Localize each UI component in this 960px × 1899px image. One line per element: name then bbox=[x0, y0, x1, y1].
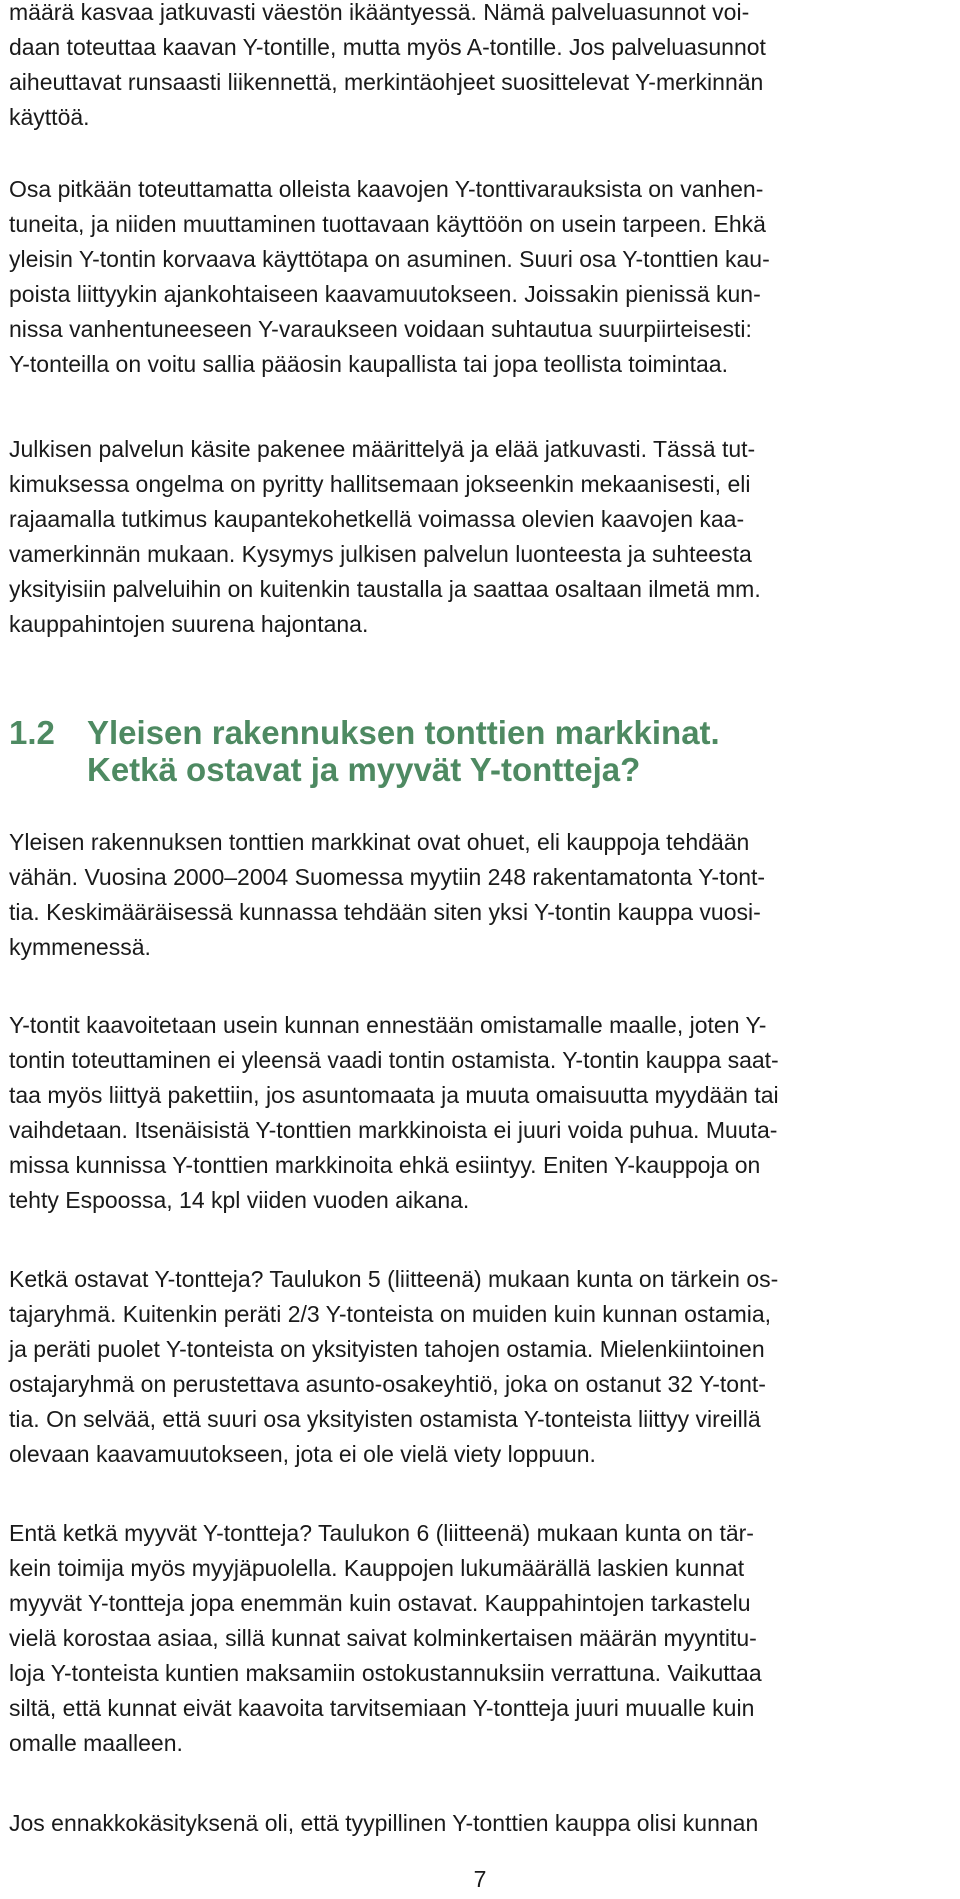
text-line: daan toteuttaa kaavan Y-tontille, mutta myös A-tontille. Jos palveluasunnot bbox=[9, 34, 766, 60]
paragraph-6 bbox=[9, 1262, 778, 1472]
text-line: Yleisen rakennuksen tonttien markkinat ovat ohuet, eli kauppoja tehdään bbox=[9, 829, 750, 855]
text-line: kymmenessä. bbox=[9, 934, 151, 960]
section-number: 1.2 bbox=[9, 714, 55, 751]
page-number: 7 bbox=[473, 1866, 487, 1892]
text-line: kauppahintojen suurena hajontana. bbox=[9, 611, 369, 637]
text-line: rajaamalla tutkimus kaupantekohetkellä voimassa olevien kaavojen kaa- bbox=[9, 506, 745, 532]
text-line: kimuksessa ongelma on pyritty hallitsemaan jokseenkin mekaanisesti, eli bbox=[9, 471, 751, 497]
text-line: yleisin Y-tontin korvaava käyttötapa on asuminen. Suuri osa Y-tonttien kau- bbox=[9, 246, 770, 272]
text-line: omalle maalleen. bbox=[9, 1730, 183, 1756]
text-line: Y-tontit kaavoitetaan usein kunnan ennestään omistamalle maalle, joten Y- bbox=[9, 1012, 767, 1038]
text-line: vaihdetaan. Itsenäisistä Y-tonttien markkinoista ei juuri voida puhua. Muuta- bbox=[9, 1117, 778, 1143]
paragraph-7 bbox=[9, 1516, 762, 1761]
text-line: taa myös liittyä pakettiin, jos asuntomaata ja muuta omaisuutta myydään tai bbox=[9, 1082, 779, 1108]
text-line: käyttöä. bbox=[9, 104, 90, 130]
paragraph-3 bbox=[9, 432, 761, 642]
paragraph-5 bbox=[9, 1008, 779, 1218]
text-line: ostajaryhmä on perustettava asunto-osakeyhtiö, joka on ostanut 32 Y-tont- bbox=[9, 1371, 766, 1397]
text-line: poista liittyykin ajankohtaiseen kaavamuutokseen. Joissakin pienissä kun- bbox=[9, 281, 761, 307]
text-line: vähän. Vuosina 2000–2004 Suomessa myytiin 248 rakentamatonta Y-tont- bbox=[9, 864, 766, 890]
text-line: vamerkinnän mukaan. Kysymys julkisen palvelun luonteesta ja suhteesta bbox=[9, 541, 752, 567]
text-line: vielä korostaa asiaa, sillä kunnat saivat kolminkertaisen määrän myyntitu- bbox=[9, 1625, 757, 1651]
text-line: Y-tonteilla on voitu sallia pääosin kaupallista tai jopa teollista toimintaa. bbox=[9, 351, 728, 377]
text-line: nissa vanhentuneeseen Y-varaukseen voidaan suhtautua suurpiirteisesti: bbox=[9, 316, 752, 342]
text-line: tia. On selvää, että suuri osa yksityisten ostamista Y-tonteista liittyy vireillä bbox=[9, 1406, 761, 1432]
section-heading bbox=[9, 714, 720, 788]
text-line: tehty Espoossa, 14 kpl viiden vuoden aikana. bbox=[9, 1187, 470, 1213]
section-heading-line-1 bbox=[9, 714, 720, 751]
text-line: tuneita, ja niiden muuttaminen tuottavaan käyttöön on usein tarpeen. Ehkä bbox=[9, 211, 766, 237]
paragraph-4 bbox=[9, 825, 765, 965]
text-line: tontin toteuttaminen ei yleensä vaadi tontin ostamista. Y-tontin kauppa saat- bbox=[9, 1047, 779, 1073]
section-heading-line-2 bbox=[9, 751, 720, 788]
section-title-line-2: Ketkä ostavat ja myyvät Y-tontteja? bbox=[87, 751, 641, 788]
text-line: aiheuttavat runsaasti liikennettä, merkintäohjeet suosittelevat Y-merkinnän bbox=[9, 69, 764, 95]
text-line: Jos ennakkokäsityksenä oli, että tyypillinen Y-tonttien kauppa olisi kunnan bbox=[9, 1810, 759, 1836]
text-line: olevaan kaavamuutokseen, jota ei ole vielä viety loppuun. bbox=[9, 1441, 596, 1467]
text-line: Julkisen palvelun käsite pakenee määrittelyä ja elää jatkuvasti. Tässä tut- bbox=[9, 436, 756, 462]
text-line: tia. Keskimääräisessä kunnassa tehdään siten yksi Y-tontin kauppa vuosi- bbox=[9, 899, 761, 925]
text-line: Osa pitkään toteuttamatta olleista kaavojen Y-tonttivarauksista on vanhen- bbox=[9, 176, 764, 202]
text-line: tajaryhmä. Kuitenkin peräti 2/3 Y-tonteista on muiden kuin kunnan ostamia, bbox=[9, 1301, 772, 1327]
text-line: siltä, että kunnat eivät kaavoita tarvitsemiaan Y-tontteja juuri muualle kuin bbox=[9, 1695, 755, 1721]
section-title-line-1: Yleisen rakennuksen tonttien markkinat. bbox=[87, 714, 720, 751]
text-line: myyvät Y-tontteja jopa enemmän kuin ostavat. Kauppahintojen tarkastelu bbox=[9, 1590, 751, 1616]
text-line: missa kunnissa Y-tonttien markkinoita ehkä esiintyy. Eniten Y-kauppoja on bbox=[9, 1152, 761, 1178]
paragraph-1 bbox=[9, 0, 766, 135]
text-line: Ketkä ostavat Y-tontteja? Taulukon 5 (liitteenä) mukaan kunta on tärkein os- bbox=[9, 1266, 779, 1292]
text-line: ja peräti puolet Y-tonteista on yksityisten tahojen ostamia. Mielenkiintoinen bbox=[9, 1336, 765, 1362]
text-line: yksityisiin palveluihin on kuitenkin taustalla ja saattaa osaltaan ilmetä mm. bbox=[9, 576, 761, 602]
text-line: Entä ketkä myyvät Y-tontteja? Taulukon 6 (liitteenä) mukaan kunta on tär- bbox=[9, 1520, 754, 1546]
text-line: loja Y-tonteista kuntien maksamiin ostokustannuksiin verrattuna. Vaikuttaa bbox=[9, 1660, 762, 1686]
text-line: määrä kasvaa jatkuvasti väestön ikääntyessä. Nämä palveluasunnot voi- bbox=[9, 0, 750, 25]
paragraph-2 bbox=[9, 172, 770, 382]
paragraph-8 bbox=[9, 1806, 758, 1841]
text-line: kein toimija myös myyjäpuolella. Kauppojen lukumäärällä laskien kunnat bbox=[9, 1555, 745, 1581]
